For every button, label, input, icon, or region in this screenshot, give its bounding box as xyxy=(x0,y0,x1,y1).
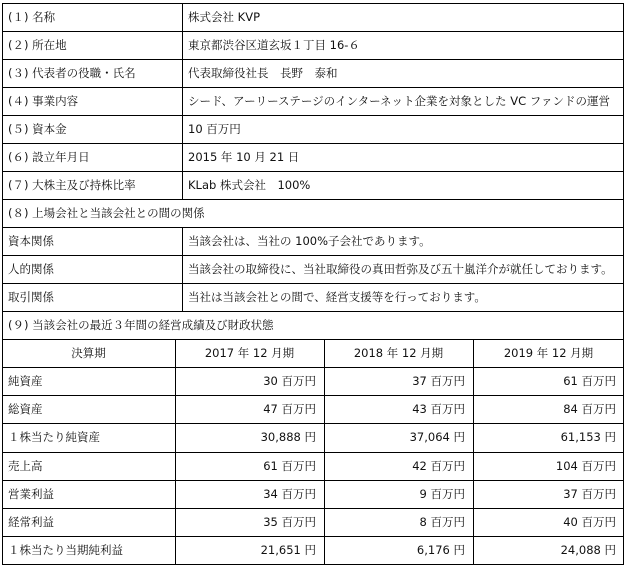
financial-value: 6,176 円 xyxy=(416,542,465,557)
column-divider xyxy=(182,227,183,255)
relationship-label: 取引関係 xyxy=(8,290,54,304)
financial-value: 35 百万円 xyxy=(263,514,316,529)
row-border xyxy=(2,115,624,116)
row-label: (６) 設立年月日 xyxy=(8,150,90,164)
financial-value: 21,651 円 xyxy=(260,542,316,557)
relationship-value: 当社は当該会社との間で、経営支援等を行っております。 xyxy=(188,290,486,304)
column-divider xyxy=(182,283,183,311)
row-border xyxy=(2,255,624,256)
row-border xyxy=(2,452,624,453)
row-border xyxy=(2,31,624,32)
row-border xyxy=(2,339,624,340)
relationship-label: 資本関係 xyxy=(8,234,54,248)
row-value: 東京都渋谷区道玄坂１丁目 16-６ xyxy=(188,38,360,52)
row-label: (７) 大株主及び持株比率 xyxy=(8,178,136,192)
row-label: (５) 資本金 xyxy=(8,122,67,136)
financial-value: 61,153 円 xyxy=(560,430,616,445)
financial-label: １株当たり当期純利益 xyxy=(8,542,123,557)
row-border xyxy=(2,199,624,200)
column-divider xyxy=(175,339,176,565)
row-label: (１) 名称 xyxy=(8,10,56,24)
financial-label: 経常利益 xyxy=(8,514,54,529)
row-border xyxy=(2,59,624,60)
financial-value: 9 百万円 xyxy=(419,486,465,501)
financial-value: 47 百万円 xyxy=(263,402,316,417)
financial-value: 40 百万円 xyxy=(563,514,616,529)
row-border xyxy=(2,536,624,537)
column-divider xyxy=(182,3,183,31)
financial-value: 37,064 円 xyxy=(409,430,465,445)
financial-label: 総資産 xyxy=(8,402,43,417)
financial-value: 34 百万円 xyxy=(263,486,316,501)
table-border xyxy=(623,3,624,565)
row-border xyxy=(2,227,624,228)
relationship-label: 人的関係 xyxy=(8,262,54,276)
section-heading: (８) 上場会社と当該会社との間の関係 xyxy=(8,206,205,220)
row-label: (４) 事業内容 xyxy=(8,94,79,108)
row-value: シード、アーリーステージのインターネット企業を対象とした VC ファンドの運営 xyxy=(188,94,611,108)
row-value: 10 百万円 xyxy=(188,122,241,136)
row-border xyxy=(2,395,624,396)
row-border xyxy=(2,480,624,481)
row-value: 2015 年 10 月 21 日 xyxy=(188,150,300,164)
section-heading: (９) 当該会社の最近３年間の経営成績及び財政状態 xyxy=(8,318,274,332)
financial-value: 37 百万円 xyxy=(563,486,616,501)
row-border xyxy=(2,171,624,172)
financial-label: 純資産 xyxy=(8,374,43,389)
financial-label: 売上高 xyxy=(8,458,43,473)
row-border xyxy=(2,87,624,88)
table-border xyxy=(2,3,3,565)
financial-label: 営業利益 xyxy=(8,486,54,501)
column-divider xyxy=(182,171,183,199)
financial-value: 30 百万円 xyxy=(263,374,316,389)
financial-value: 104 百万円 xyxy=(555,458,616,473)
row-value: 株式会社 KVP xyxy=(188,10,260,24)
financial-value: 42 百万円 xyxy=(412,458,465,473)
financial-value: 61 百万円 xyxy=(263,458,316,473)
column-header: 2019 年 12 月期 xyxy=(503,346,594,360)
table-border xyxy=(2,564,624,565)
column-divider xyxy=(182,87,183,115)
financial-value: 61 百万円 xyxy=(563,374,616,389)
financial-value: 43 百万円 xyxy=(412,402,465,417)
financial-value: 24,088 円 xyxy=(560,542,616,557)
row-label: (３) 代表者の役職・氏名 xyxy=(8,66,136,80)
financial-label: １株当たり純資産 xyxy=(8,430,100,445)
row-value: 代表取締役社長 長野 泰和 xyxy=(188,66,338,80)
row-border xyxy=(2,508,624,509)
column-header: 2017 年 12 月期 xyxy=(204,346,295,360)
financial-value: 84 百万円 xyxy=(563,402,616,417)
column-header: 2018 年 12 月期 xyxy=(353,346,444,360)
relationship-value: 当該会社は、当社の 100%子会社であります。 xyxy=(188,234,431,248)
row-border xyxy=(2,3,624,4)
column-divider xyxy=(182,59,183,87)
row-border xyxy=(2,423,624,424)
company-overview-table xyxy=(2,3,624,565)
row-border xyxy=(2,311,624,312)
financial-value: 8 百万円 xyxy=(419,514,465,529)
column-header: 決算期 xyxy=(71,346,106,360)
row-value: KLab 株式会社 100% xyxy=(188,178,311,192)
financial-value: 30,888 円 xyxy=(260,430,316,445)
row-label: (２) 所在地 xyxy=(8,38,67,52)
column-divider xyxy=(324,339,325,565)
column-divider xyxy=(182,31,183,59)
relationship-value: 当該会社の取締役に、当社取締役の真田哲弥及び五十嵐洋介が就任しております。 xyxy=(188,262,613,276)
row-border xyxy=(2,283,624,284)
column-divider xyxy=(182,115,183,143)
column-divider xyxy=(473,339,474,565)
column-divider xyxy=(182,255,183,283)
column-divider xyxy=(182,143,183,171)
financial-value: 37 百万円 xyxy=(412,374,465,389)
row-border xyxy=(2,367,624,368)
row-border xyxy=(2,143,624,144)
